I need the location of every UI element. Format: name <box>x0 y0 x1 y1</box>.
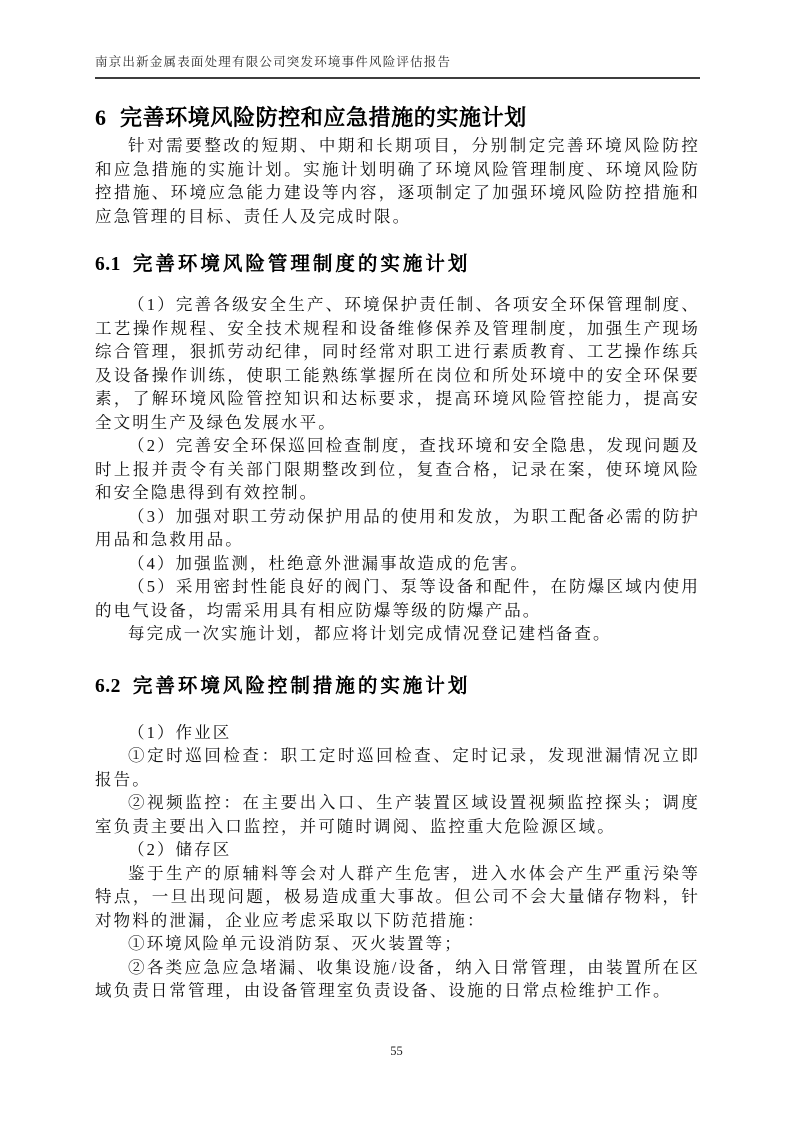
paragraph: （2）储存区 <box>128 840 232 859</box>
paragraph: （5）采用密封性能良好的阀门、泵等设备和配件，在防爆区域内使用的电气设备，均需采用具有相应防爆等级的防爆产品。 <box>95 577 700 620</box>
paragraph: （4）加强监测，杜绝意外泄漏事故造成的危害。 <box>128 553 529 573</box>
section-6-2-title: 完善环境风险控制措施的实施计划 <box>132 675 471 697</box>
page-number: 55 <box>390 1044 403 1058</box>
paragraph: 鉴于生产的原辅料等会对人群产生危害，进入水体会产生严重污染等特点，一旦出现问题，极易造成重大事故。但公司不会大量储存物料，针对物料的泄漏，企业应考虑采取以下防范措施： <box>95 863 700 930</box>
page-header <box>95 0 700 79</box>
paragraph: ②视频监控：在主要出入口、生产装置区域设置视频监控探头；调度室负责主要出入口监控，并可随时调阅、监控重大危险源区域。 <box>95 793 700 836</box>
paragraph: ①定时巡回检查：职工定时巡回检查、定时记录，发现泄漏情况立即报告。 <box>95 746 700 789</box>
chapter-heading <box>95 102 700 134</box>
section-6-1-number: 6.1 <box>95 254 121 275</box>
paragraph: 每完成一次实施计划，都应将计划完成情况登记建档备查。 <box>128 624 612 643</box>
page-footer <box>0 1044 793 1059</box>
chapter-title: 完善环境风险防控和应急措施的实施计划 <box>120 105 527 130</box>
section-6-2-number: 6.2 <box>95 675 121 697</box>
section-6-1-heading <box>95 251 700 278</box>
section-6-2-body <box>95 721 700 1003</box>
section-6-1-title: 完善环境风险管理制度的实施计划 <box>132 254 471 275</box>
section-6-1-body <box>95 293 700 646</box>
paragraph: （3）加强对职工劳动保护用品的使用和发放，为职工配备必需的防护用品和急救用品。 <box>95 506 700 549</box>
paragraph: （2）完善安全环保巡回检查制度，查找环境和安全隐患，发现问题及时上报并责令有关部门限期整改到位，复查合格，记录在案，使环境风险和安全隐患得到有效控制。 <box>95 436 700 502</box>
header-title: 南京出新金属表面处理有限公司突发环境事件风险评估报告 <box>95 55 452 69</box>
paragraph: （1）作业区 <box>128 722 232 742</box>
paragraph: ②各类应急应急堵漏、收集设施/设备，纳入日常管理，由装置所在区域负责日常管理，由设备管理室负责设备、设施的日常点检维护工作。 <box>95 957 700 1000</box>
paragraph: （1）完善各级安全生产、环境保护责任制、各项安全环保管理制度、工艺操作规程、安全技术规程和设备维修保养及管理制度，加强生产现场综合管理，狠抓劳动纪律，同时经常对职工进行素质教育、工艺操作练兵及设备操作训练，使职工能熟练掌握所在岗位和所处环境中的安全环保要素，了解环境风险管控知识和达标要求，提高环境风险管控能力，提高安全文明生产及绿色发展水平。 <box>95 295 700 432</box>
chapter-number: 6 <box>95 105 106 130</box>
page-content <box>95 0 700 1003</box>
paragraph: ①环境风险单元设消防泵、灭火装置等； <box>128 934 463 953</box>
section-6-2-heading <box>95 673 700 700</box>
chapter-intro-paragraph: 针对需要整改的短期、中期和长期项目，分别制定完善环境风险防控和应急措施的实施计划。实施计划明确了环境风险管理制度、环境风险防控措施、环境应急能力建设等内容，逐项制定了加强环境风险防控措施和应急管理的目标、责任人及完成时限。 <box>95 136 700 226</box>
